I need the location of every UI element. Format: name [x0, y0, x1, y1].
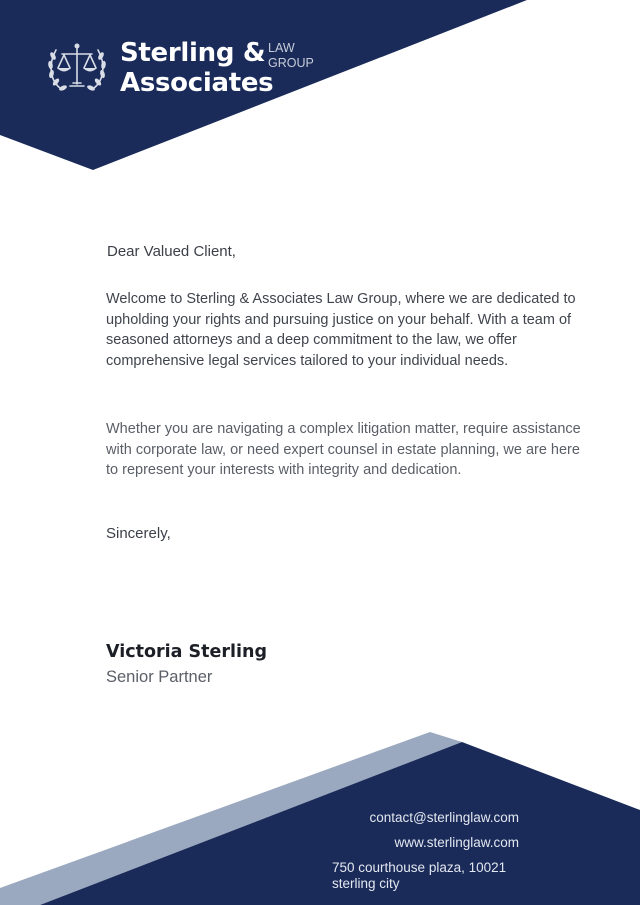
body-paragraph-1: Welcome to Sterling & Associates Law Group, where we are dedicated to upholding your rights and pursuing justice on your behalf. With a team of seasoned attorneys and a deep commitment to the law, we offer comprehensive legal services tailored to your individual needs. [106, 291, 576, 370]
contact-email: contact@sterlinglaw.com [369, 810, 519, 825]
signer-title: Senior Partner [106, 668, 213, 686]
address-line1: 750 courthouse plaza, 10021 [332, 860, 507, 875]
address-line2: sterling city [332, 876, 400, 891]
firm-tagline [268, 41, 314, 71]
signer-name: Victoria Sterling [106, 642, 267, 662]
scales-of-justice-laurel-icon [46, 38, 108, 96]
tagline-line2: GROUP [268, 56, 314, 70]
tagline-line1: LAW [268, 41, 295, 55]
contact-address [332, 860, 506, 892]
body-paragraph-2: Whether you are navigating a complex litigation matter, require assistance with corporate law, or need expert counsel in estate planning, we are here to represent your interests with integrity and dedication. [106, 421, 581, 479]
contact-website: www.sterlinglaw.com [394, 835, 519, 850]
firm-name [120, 38, 274, 98]
firm-name-line2: Associates [120, 68, 274, 98]
salutation: Dear Valued Client, [107, 243, 236, 260]
firm-name-line1: Sterling & [120, 38, 266, 68]
closing: Sincerely, [106, 525, 171, 542]
